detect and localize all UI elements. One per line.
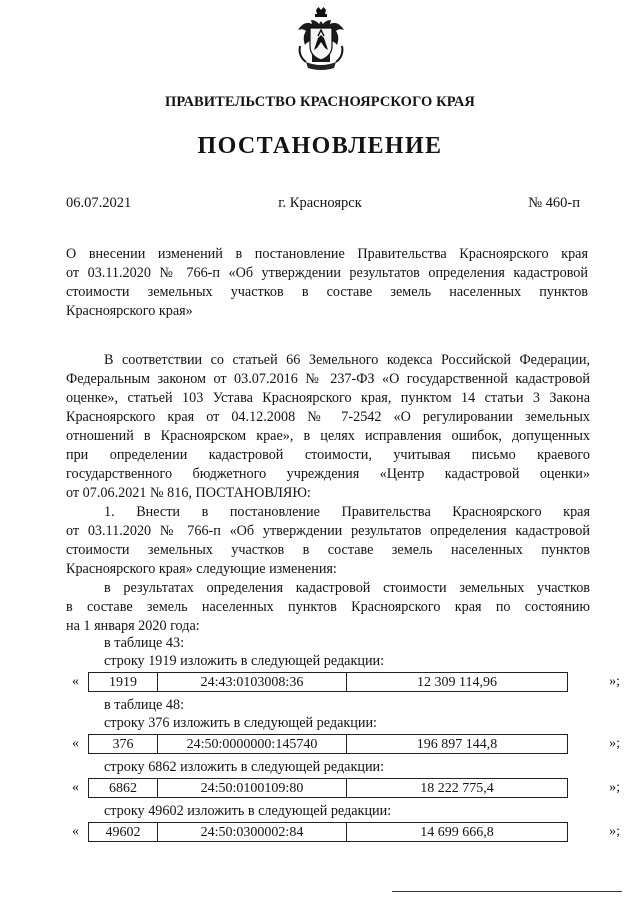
footer-divider	[392, 891, 622, 892]
row-376-instruction: строку 376 изложить в следующей редакции:	[104, 715, 377, 731]
quote-open: «	[72, 736, 79, 751]
title-line: стоимости земельных участков в составе земель населенных пунктов	[66, 284, 588, 300]
document-type-title: ПОСТАНОВЛЕНИЕ	[197, 133, 443, 159]
cadastral-number-cell: 24:43:0103008:36	[157, 672, 347, 692]
title-line: Красноярского края»	[66, 303, 193, 319]
table-row	[72, 734, 620, 756]
preamble-line: от 07.06.2021 № 816, ПОСТАНОВЛЯЮ:	[66, 485, 311, 501]
row-number-cell: 49602	[88, 822, 158, 842]
cadastral-number-cell: 24:50:0000000:145740	[157, 734, 347, 754]
document-number: № 460-п	[528, 195, 580, 211]
row-number-cell: 6862	[88, 778, 158, 798]
preamble-line: при определении кадастровой стоимости, учитывая письмо краевого	[66, 447, 590, 463]
item1-line: Красноярского края» следующие изменения:	[66, 561, 337, 577]
preamble-line: Федеральным законом от 03.07.2016 № 237-ФЗ «О государственной кадастровой	[66, 371, 590, 387]
table-row	[72, 822, 620, 844]
quote-close: »;	[609, 674, 620, 689]
cadastral-number-cell: 24:50:0300002:84	[157, 822, 347, 842]
row-6862-instruction: строку 6862 изложить в следующей редакции:	[104, 759, 385, 775]
krasnoyarsk-coat-of-arms-icon	[296, 6, 346, 72]
table-43-label: в таблице 43:	[104, 635, 185, 651]
government-name: ПРАВИТЕЛЬСТВО КРАСНОЯРСКОГО КРАЯ	[164, 94, 475, 110]
preamble-line: В соответствии со статьей 66 Земельного кодекса Российской Федерации,	[104, 352, 590, 368]
cadastral-value-cell: 12 309 114,96	[346, 672, 568, 692]
quote-open: «	[72, 824, 79, 839]
title-line: О внесении изменений в постановление Правительства Красноярского края	[66, 246, 588, 262]
quote-close: »;	[609, 824, 620, 839]
row-number-cell: 376	[88, 734, 158, 754]
item1-line: 1. Внести в постановление Правительства Красноярского края	[104, 504, 590, 520]
quote-close: »;	[609, 780, 620, 795]
table-row	[72, 778, 620, 800]
cadastral-value-cell: 14 699 666,8	[346, 822, 568, 842]
item1-line: стоимости земельных участков в составе земель населенных пунктов	[66, 542, 590, 558]
preamble-line: государственного бюджетного учреждения «Центр кадастровой оценки»	[66, 466, 590, 482]
title-line: от 03.11.2020 № 766-п «Об утверждении результатов определения кадастровой	[66, 265, 588, 281]
document-city: г. Красноярск	[278, 195, 362, 211]
preamble-line: отношений в Красноярском крае», в целях исправления ошибок, допущенных	[66, 428, 590, 444]
preamble-line: оценке», статьей 103 Устава Красноярского края, пунктом 14 статьи 3 Закона	[66, 390, 590, 406]
cadastral-number-cell: 24:50:0100109:80	[157, 778, 347, 798]
item1-line: от 03.11.2020 № 766-п «Об утверждении результатов определения кадастровой	[66, 523, 590, 539]
row-49602-instruction: строку 49602 изложить в следующей редакции:	[104, 803, 392, 819]
cadastral-value-cell: 196 897 144,8	[346, 734, 568, 754]
document-date: 06.07.2021	[66, 195, 132, 211]
table-48-label: в таблице 48:	[104, 697, 185, 713]
row-1919-instruction: строку 1919 изложить в следующей редакции:	[104, 653, 385, 669]
quote-close: »;	[609, 736, 620, 751]
quote-open: «	[72, 674, 79, 689]
results-line: в составе земель населенных пунктов Красноярского края по состоянию	[66, 599, 590, 615]
row-number-cell: 1919	[88, 672, 158, 692]
quote-open: «	[72, 780, 79, 795]
results-line: на 1 января 2020 года:	[66, 618, 200, 634]
results-line: в результатах определения кадастровой стоимости земельных участков	[104, 580, 590, 596]
cadastral-value-cell: 18 222 775,4	[346, 778, 568, 798]
table-row	[72, 672, 620, 694]
preamble-line: Красноярского края от 04.12.2008 № 7-2542 «О регулировании земельных	[66, 409, 590, 425]
